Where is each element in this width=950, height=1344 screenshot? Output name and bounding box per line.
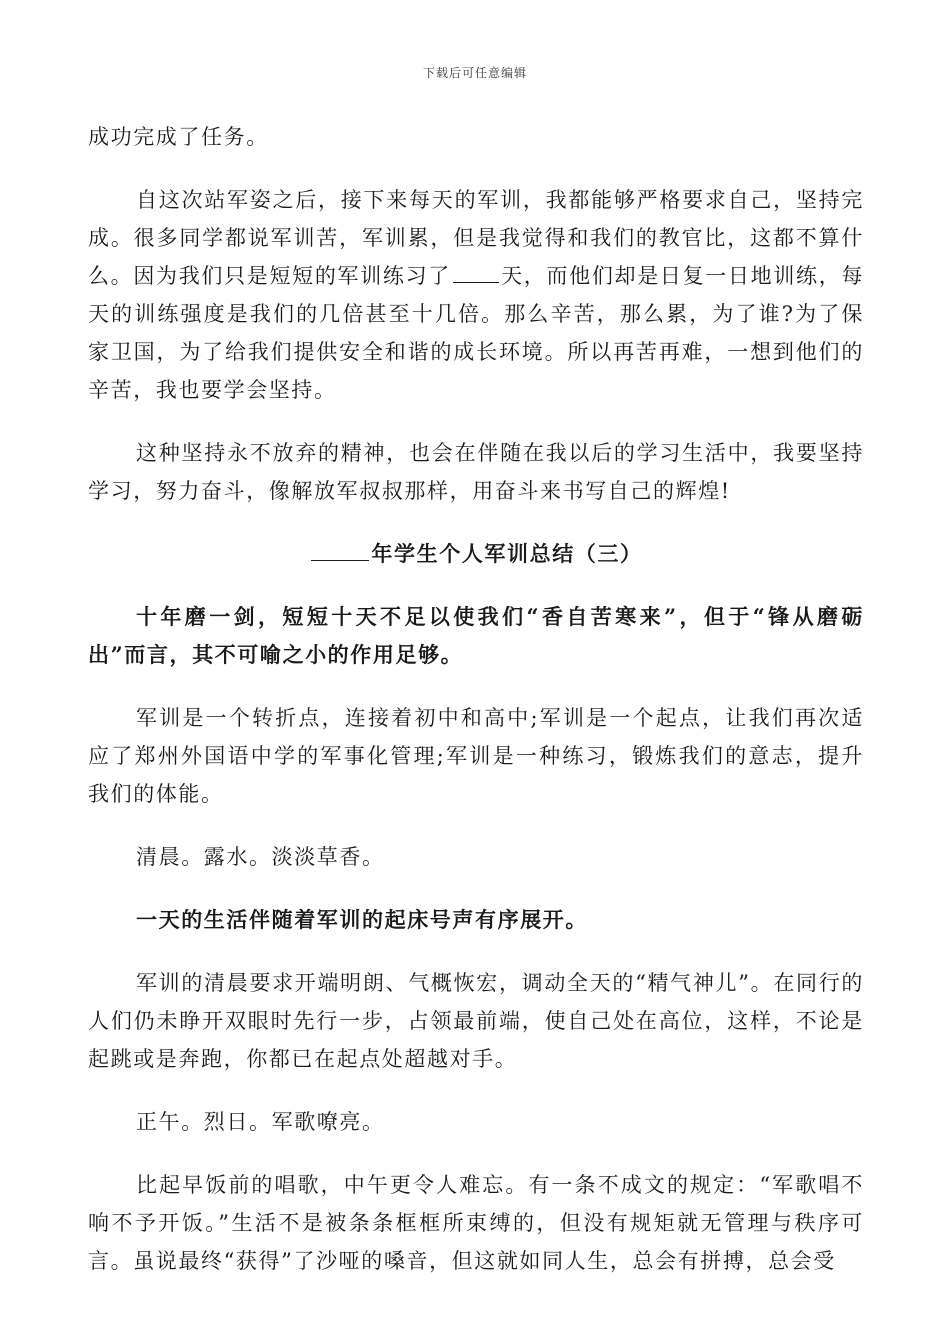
- section-heading: [88, 535, 864, 573]
- paragraph-2: [88, 181, 864, 409]
- paragraph-3: 这种坚持永不放弃的精神，也会在伴随在我以后的学习生活中，我要坚持学习，努力奋斗，像解放军叔叔那样，用奋斗来书写自己的辉煌!: [88, 441, 864, 503]
- paragraph-1: 成功完成了任务。: [88, 125, 269, 149]
- paragraph-9: 正午。烈日。军歌嘹亮。: [136, 1110, 385, 1134]
- section-heading-text: 年学生个人军训总结（三）: [371, 541, 643, 566]
- header-note: 下载后可任意编辑: [422, 66, 527, 80]
- paragraph-7: 一天的生活伴随着军训的起床号声有序展开。: [136, 907, 588, 932]
- paragraph-5: 军训是一个转折点，连接着初中和高中;军训是一个起点，让我们再次适应了郑州外国语中学的军事化管理;军训是一种练习，锻炼我们的意志，提升我们的体能。: [88, 706, 864, 806]
- paragraph-10: 比起早饭前的唱歌，中午更令人难忘。有一条不成文的规定：“军歌唱不响不予开饭。”生活不是被条条框框所束缚的，但没有规矩就无管理与秩序可言。虽说最终“获得”了沙哑的嗓音，但这就如同人生，总会有拼搏，总会受: [88, 1173, 864, 1273]
- paragraph-8: 军训的清晨要求开端明朗、气概恢宏，调动全天的“精气神儿”。在同行的人们仍未睁开双眼时先行一步，占领最前端，使自己处在高位，这样，不论是起跳或是奔跑，你都已在起点处超越对手。: [88, 971, 864, 1071]
- paragraph-2-part-b: 天，而他们却是日复一日地训练，每天的训练强度是我们的几倍甚至十几倍。那么辛苦，那么累，为了谁?为了保家卫国，为了给我们提供安全和谐的成长环境。所以再苦再难，一想到他们的辛苦，我也要学会坚持。: [88, 264, 864, 402]
- heading-year-blank: [311, 542, 369, 561]
- document-body: [88, 118, 864, 1305]
- paragraph-4: 十年磨一剑，短短十天不足以使我们“香自苦寒来”，但于“锋从磨砺出”而言，其不可喻之小的作用足够。: [88, 604, 864, 667]
- fill-blank: [453, 264, 499, 283]
- paragraph-6: 清晨。露水。淡淡草香。: [136, 845, 385, 869]
- paragraph-2-part-a: 自这次站军姿之后，接下来每天的军训，我都能够严格要求自己，坚持完成。很多同学都说军训苦，军训累，但是我觉得和我们的教官比，这都不算什么。因为我们只是短短的军训练习了: [88, 188, 864, 288]
